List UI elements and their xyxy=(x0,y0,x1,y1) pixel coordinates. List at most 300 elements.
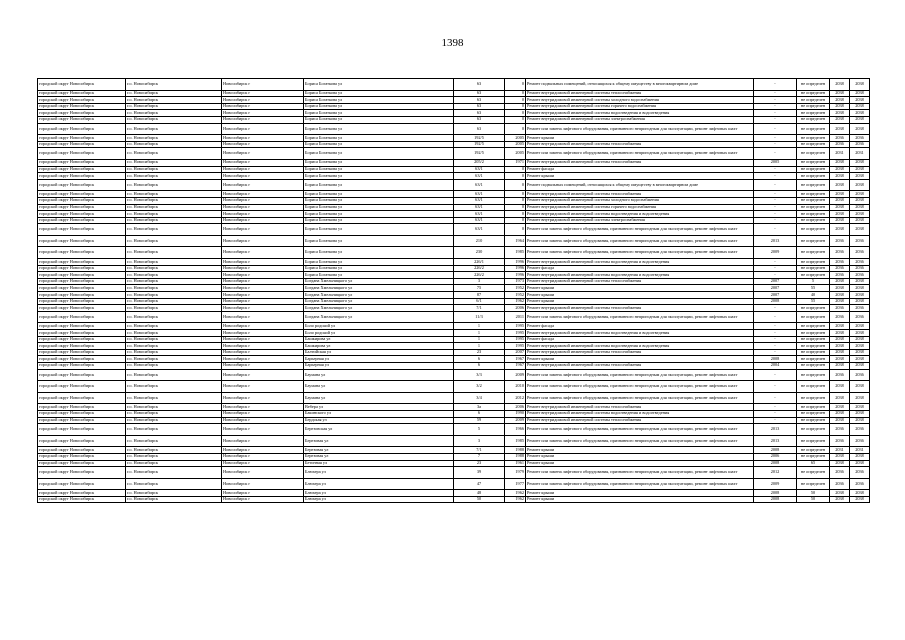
house-number-cell: 192/5 xyxy=(454,141,505,148)
municipality-cell: городской округ Новосибирск xyxy=(38,336,126,343)
house-number-cell: 59 xyxy=(454,417,505,424)
plan-year-end-cell: 2038 xyxy=(850,453,870,460)
table-row xyxy=(38,305,870,312)
district-cell: г.о. Новосибирск xyxy=(126,211,222,218)
plan-year-end-cell: 2031 xyxy=(850,148,870,160)
build-year-cell: 1996 xyxy=(505,259,526,266)
house-number-cell: 3 xyxy=(454,278,505,285)
wear-cell: не определен xyxy=(797,148,830,160)
house-number-cell: 63 xyxy=(454,103,505,110)
plan-year-start-cell: 2036 xyxy=(830,247,850,259)
district-cell: г.о. Новосибирск xyxy=(126,467,222,479)
last-repair-year-cell: 2013 xyxy=(754,235,797,247)
municipality-cell: городской округ Новосибирск xyxy=(38,224,126,236)
house-number-cell: 210 xyxy=(454,235,505,247)
house-number-cell: 226/2 xyxy=(454,265,505,272)
build-year-cell: 1962 xyxy=(505,490,526,497)
street-cell: Барьерная ул xyxy=(304,362,454,369)
repair-registry-table xyxy=(37,78,870,503)
plan-year-start-cell: 2036 xyxy=(830,369,850,381)
house-number-cell: 192/5 xyxy=(454,135,505,142)
municipality-cell: городской округ Новосибирск xyxy=(38,116,126,123)
repair-type-cell: Ремонт или замена лифтового оборудования, признанного непригодным для эксплуатации, ремонт лифтовых шахт xyxy=(526,435,754,447)
district-cell: г.о. Новосибирск xyxy=(126,259,222,266)
municipality-cell: городской округ Новосибирск xyxy=(38,330,126,337)
city-cell: Новосибирск г xyxy=(222,478,304,490)
plan-year-end-cell: 2038 xyxy=(850,336,870,343)
house-number-cell: 63/1 xyxy=(454,179,505,191)
last-repair-year-cell: - xyxy=(754,135,797,142)
city-cell: Новосибирск г xyxy=(222,424,304,436)
plan-year-start-cell: 2038 xyxy=(830,356,850,363)
house-number-cell: 3/4 xyxy=(454,392,505,404)
district-cell: г.о. Новосибирск xyxy=(126,217,222,224)
last-repair-year-cell: - xyxy=(754,336,797,343)
wear-cell: не определен xyxy=(797,424,830,436)
plan-year-end-cell: 2036 xyxy=(850,369,870,381)
build-year-cell: 1995 xyxy=(505,330,526,337)
street-cell: Блюхера ул xyxy=(304,478,454,490)
city-cell: Новосибирск г xyxy=(222,311,304,323)
plan-year-end-cell: 2038 xyxy=(850,292,870,299)
plan-year-end-cell: 2038 xyxy=(850,460,870,467)
wear-cell: не определен xyxy=(797,447,830,454)
last-repair-year-cell: - xyxy=(754,224,797,236)
wear-cell: не определен xyxy=(797,392,830,404)
district-cell: г.о. Новосибирск xyxy=(126,148,222,160)
municipality-cell: городской округ Новосибирск xyxy=(38,265,126,272)
table-row xyxy=(38,292,870,299)
house-number-cell: 11/3 xyxy=(454,311,505,323)
street-cell: Бакинского ул xyxy=(304,410,454,417)
plan-year-end-cell: 2038 xyxy=(850,496,870,503)
last-repair-year-cell: - xyxy=(754,272,797,279)
city-cell: Новосибирск г xyxy=(222,204,304,211)
build-year-cell: 1962 xyxy=(505,298,526,305)
build-year-cell: 2010 xyxy=(505,381,526,393)
municipality-cell: городской округ Новосибирск xyxy=(38,478,126,490)
table-row xyxy=(38,467,870,479)
municipality-cell: городской округ Новосибирск xyxy=(38,292,126,299)
repair-type-cell: Ремонт внутридомовой инженерной системы теплоснабжения xyxy=(526,417,754,424)
wear-cell: не определен xyxy=(797,305,830,312)
repair-type-cell: Ремонт внутридомовой инженерной системы водоотведения и водоотведения xyxy=(526,343,754,350)
plan-year-end-cell: 2036 xyxy=(850,311,870,323)
street-cell: Бориса Богаткова ул xyxy=(304,123,454,135)
last-repair-year-cell: - xyxy=(754,179,797,191)
last-repair-year-cell: 2008 xyxy=(754,356,797,363)
table-row xyxy=(38,123,870,135)
plan-year-end-cell: 2036 xyxy=(850,265,870,272)
table-row xyxy=(38,116,870,123)
table-row xyxy=(38,103,870,110)
repair-type-cell: Ремонт внутридомовой инженерной системы холодного водоснабжения xyxy=(526,97,754,104)
district-cell: г.о. Новосибирск xyxy=(126,392,222,404)
repair-type-cell: Ремонт внутридомовой инженерной системы водоотведения и водоотведения xyxy=(526,410,754,417)
last-repair-year-cell: 2004 xyxy=(754,362,797,369)
table-row xyxy=(38,298,870,305)
build-year-cell: 2005 xyxy=(505,148,526,160)
plan-year-end-cell: 2038 xyxy=(850,103,870,110)
plan-year-start-cell: 2036 xyxy=(830,272,850,279)
last-repair-year-cell: - xyxy=(754,197,797,204)
district-cell: г.о. Новосибирск xyxy=(126,381,222,393)
plan-year-start-cell: 2038 xyxy=(830,343,850,350)
last-repair-year-cell: - xyxy=(754,305,797,312)
municipality-cell: городской округ Новосибирск xyxy=(38,435,126,447)
wear-cell: не определен xyxy=(797,247,830,259)
city-cell: Новосибирск г xyxy=(222,217,304,224)
plan-year-end-cell: 2038 xyxy=(850,404,870,411)
municipality-cell: городской округ Новосибирск xyxy=(38,467,126,479)
house-number-cell: 63/1 xyxy=(454,173,505,180)
street-cell: Богдана Хмельницкого ул xyxy=(304,278,454,285)
city-cell: Новосибирск г xyxy=(222,356,304,363)
house-number-cell: 63 xyxy=(454,97,505,104)
plan-year-start-cell: 2036 xyxy=(830,259,850,266)
last-repair-year-cell: - xyxy=(754,97,797,104)
plan-year-start-cell: 2038 xyxy=(830,217,850,224)
house-number-cell: 6 xyxy=(454,362,505,369)
last-repair-year-cell: 2007 xyxy=(754,278,797,285)
table-row xyxy=(38,362,870,369)
plan-year-start-cell: 2038 xyxy=(830,90,850,97)
city-cell: Новосибирск г xyxy=(222,159,304,166)
municipality-cell: городской округ Новосибирск xyxy=(38,349,126,356)
plan-year-start-cell: 2038 xyxy=(830,298,850,305)
build-year-cell: 2011 xyxy=(505,311,526,323)
build-year-cell: 1985 xyxy=(505,435,526,447)
wear-cell: 50 xyxy=(797,496,830,503)
house-number-cell: 63 xyxy=(454,79,505,91)
street-cell: Березовая ул xyxy=(304,435,454,447)
table-row xyxy=(38,265,870,272)
repair-type-cell: Ремонт внутридомовой инженерной системы теплоснабжения xyxy=(526,159,754,166)
street-cell: Бориса Богаткова ул xyxy=(304,197,454,204)
last-repair-year-cell: 2006 xyxy=(754,453,797,460)
district-cell: г.о. Новосибирск xyxy=(126,235,222,247)
table-row xyxy=(38,336,870,343)
house-number-cell: 7/1 xyxy=(454,447,505,454)
plan-year-start-cell: 2038 xyxy=(830,392,850,404)
municipality-cell: городской округ Новосибирск xyxy=(38,135,126,142)
repair-type-cell: Ремонт внутридомовой инженерной системы теплоснабжения xyxy=(526,404,754,411)
house-number-cell: 6/1 xyxy=(454,298,505,305)
house-number-cell: 3/3 xyxy=(454,369,505,381)
last-repair-year-cell: - xyxy=(754,166,797,173)
house-number-cell: 63 xyxy=(454,116,505,123)
build-year-cell: 0 xyxy=(505,204,526,211)
repair-type-cell: Ремонт подвальных помещений, относящихся к общему имуществу в многоквартирном доме xyxy=(526,79,754,91)
wear-cell: не определен xyxy=(797,417,830,424)
city-cell: Новосибирск г xyxy=(222,197,304,204)
last-repair-year-cell: - xyxy=(754,369,797,381)
street-cell: Бориса Богаткова ул xyxy=(304,116,454,123)
city-cell: Новосибирск г xyxy=(222,278,304,285)
build-year-cell: 1952 xyxy=(505,292,526,299)
table-row xyxy=(38,478,870,490)
plan-year-start-cell: 2038 xyxy=(830,453,850,460)
build-year-cell: 0 xyxy=(505,90,526,97)
table-row xyxy=(38,247,870,259)
wear-cell: не определен xyxy=(797,197,830,204)
street-cell: Бориса Богаткова ул xyxy=(304,173,454,180)
street-cell: Богдана Хмельницкого ул xyxy=(304,285,454,292)
wear-cell: не определен xyxy=(797,467,830,479)
wear-cell: не определен xyxy=(797,265,830,272)
last-repair-year-cell: 2013 xyxy=(754,435,797,447)
wear-cell: не определен xyxy=(797,453,830,460)
build-year-cell: 1966 xyxy=(505,424,526,436)
plan-year-start-cell: 2038 xyxy=(830,79,850,91)
build-year-cell: 0 xyxy=(505,224,526,236)
last-repair-year-cell: - xyxy=(754,173,797,180)
municipality-cell: городской округ Новосибирск xyxy=(38,278,126,285)
build-year-cell: 0 xyxy=(505,123,526,135)
build-year-cell: 1973 xyxy=(505,278,526,285)
build-year-cell: 1988 xyxy=(505,447,526,454)
table-body xyxy=(38,79,870,503)
wear-cell: 65 xyxy=(797,460,830,467)
wear-cell: не определен xyxy=(797,79,830,91)
house-number-cell: 48 xyxy=(454,490,505,497)
district-cell: г.о. Новосибирск xyxy=(126,356,222,363)
plan-year-start-cell: 2038 xyxy=(830,224,850,236)
last-repair-year-cell: - xyxy=(754,90,797,97)
wear-cell: 55 xyxy=(797,285,830,292)
city-cell: Новосибирск г xyxy=(222,135,304,142)
plan-year-start-cell: 2038 xyxy=(830,179,850,191)
repair-type-cell: Ремонт или замена лифтового оборудования, признанного непригодным для эксплуатации, ремонт лифтовых шахт xyxy=(526,123,754,135)
street-cell: Баумана ул xyxy=(304,392,454,404)
house-number-cell: 1 xyxy=(454,323,505,330)
city-cell: Новосибирск г xyxy=(222,224,304,236)
repair-type-cell: Ремонт крыши xyxy=(526,447,754,454)
municipality-cell: городской округ Новосибирск xyxy=(38,447,126,454)
wear-cell: не определен xyxy=(797,311,830,323)
district-cell: г.о. Новосибирск xyxy=(126,292,222,299)
plan-year-end-cell: 2038 xyxy=(850,211,870,218)
city-cell: Новосибирск г xyxy=(222,467,304,479)
last-repair-year-cell: 2005 xyxy=(754,159,797,166)
table-row xyxy=(38,343,870,350)
house-number-cell: 63 xyxy=(454,110,505,117)
city-cell: Новосибирск г xyxy=(222,392,304,404)
plan-year-end-cell: 2036 xyxy=(850,235,870,247)
plan-year-start-cell: 2036 xyxy=(830,141,850,148)
plan-year-start-cell: 2036 xyxy=(830,305,850,312)
district-cell: г.о. Новосибирск xyxy=(126,265,222,272)
district-cell: г.о. Новосибирск xyxy=(126,110,222,117)
wear-cell: не определен xyxy=(797,204,830,211)
district-cell: г.о. Новосибирск xyxy=(126,453,222,460)
district-cell: г.о. Новосибирск xyxy=(126,247,222,259)
last-repair-year-cell: 2007 xyxy=(754,292,797,299)
table-row xyxy=(38,447,870,454)
table-row xyxy=(38,349,870,356)
plan-year-end-cell: 2036 xyxy=(850,247,870,259)
street-cell: Бориса Богаткова ул xyxy=(304,235,454,247)
city-cell: Новосибирск г xyxy=(222,285,304,292)
plan-year-start-cell: 2036 xyxy=(830,478,850,490)
street-cell: Боло родский ул xyxy=(304,323,454,330)
last-repair-year-cell: - xyxy=(754,110,797,117)
district-cell: г.о. Новосибирск xyxy=(126,224,222,236)
municipality-cell: городской округ Новосибирск xyxy=(38,211,126,218)
repair-type-cell: Ремонт крыши xyxy=(526,496,754,503)
city-cell: Новосибирск г xyxy=(222,369,304,381)
house-number-cell: 3а xyxy=(454,404,505,411)
city-cell: Новосибирск г xyxy=(222,211,304,218)
plan-year-start-cell: 2038 xyxy=(830,349,850,356)
house-number-cell: 6 xyxy=(454,410,505,417)
plan-year-start-cell: 2036 xyxy=(830,311,850,323)
plan-year-end-cell: 2038 xyxy=(850,197,870,204)
build-year-cell: 0 xyxy=(505,211,526,218)
municipality-cell: городской округ Новосибирск xyxy=(38,247,126,259)
house-number-cell: 23 xyxy=(454,349,505,356)
table-row xyxy=(38,417,870,424)
last-repair-year-cell: - xyxy=(754,211,797,218)
district-cell: г.о. Новосибирск xyxy=(126,298,222,305)
wear-cell: не определен xyxy=(797,166,830,173)
build-year-cell: 0 xyxy=(505,103,526,110)
table-row xyxy=(38,453,870,460)
wear-cell: не определен xyxy=(797,141,830,148)
wear-cell: не определен xyxy=(797,323,830,330)
municipality-cell: городской округ Новосибирск xyxy=(38,404,126,411)
city-cell: Новосибирск г xyxy=(222,265,304,272)
municipality-cell: городской округ Новосибирск xyxy=(38,97,126,104)
plan-year-start-cell: 2038 xyxy=(830,381,850,393)
wear-cell: не определен xyxy=(797,349,830,356)
build-year-cell: 1961 xyxy=(505,460,526,467)
municipality-cell: городской округ Новосибирск xyxy=(38,298,126,305)
repair-type-cell: Ремонт крыши xyxy=(526,298,754,305)
table-row xyxy=(38,285,870,292)
repair-type-cell: Ремонт внутридомовой инженерной системы теплоснабжения xyxy=(526,191,754,198)
street-cell: Бердская ул xyxy=(304,417,454,424)
street-cell: Бориса Богаткова ул xyxy=(304,204,454,211)
wear-cell: не определен xyxy=(797,404,830,411)
wear-cell: не определен xyxy=(797,173,830,180)
wear-cell: не определен xyxy=(797,135,830,142)
table-row xyxy=(38,79,870,91)
street-cell: Башкирова ул xyxy=(304,343,454,350)
wear-cell: не определен xyxy=(797,478,830,490)
city-cell: Новосибирск г xyxy=(222,272,304,279)
municipality-cell: городской округ Новосибирск xyxy=(38,381,126,393)
street-cell: Вебера ул xyxy=(304,404,454,411)
table-row xyxy=(38,110,870,117)
street-cell: Бетонная ул xyxy=(304,460,454,467)
table-row xyxy=(38,148,870,160)
city-cell: Новосибирск г xyxy=(222,97,304,104)
table-row xyxy=(38,135,870,142)
street-cell: Блюхера ул xyxy=(304,490,454,497)
wear-cell: не определен xyxy=(797,235,830,247)
repair-type-cell: Ремонт внутридомовой инженерной системы горячего водоснабжения xyxy=(526,204,754,211)
plan-year-end-cell: 2036 xyxy=(850,467,870,479)
municipality-cell: городской округ Новосибирск xyxy=(38,103,126,110)
repair-type-cell: Ремонт крыши xyxy=(526,173,754,180)
city-cell: Новосибирск г xyxy=(222,292,304,299)
repair-type-cell: Ремонт или замена лифтового оборудования, признанного непригодным для эксплуатации, ремонт лифтовых шахт xyxy=(526,381,754,393)
wear-cell: не определен xyxy=(797,272,830,279)
table-row xyxy=(38,141,870,148)
house-number-cell: 87 xyxy=(454,292,505,299)
build-year-cell: 1967 xyxy=(505,362,526,369)
table-row xyxy=(38,460,870,467)
build-year-cell: 2009 xyxy=(505,369,526,381)
repair-type-cell: Ремонт внутридомовой инженерной системы водоотведения и водоотведения xyxy=(526,259,754,266)
house-number-cell: 1 xyxy=(454,343,505,350)
repair-type-cell: Ремонт или замена лифтового оборудования, признанного непригодным для эксплуатации, ремонт лифтовых шахт xyxy=(526,467,754,479)
plan-year-end-cell: 2038 xyxy=(850,278,870,285)
street-cell: Бориса Богаткова ул xyxy=(304,135,454,142)
last-repair-year-cell: - xyxy=(754,323,797,330)
wear-cell: не определен xyxy=(797,211,830,218)
district-cell: г.о. Новосибирск xyxy=(126,278,222,285)
wear-cell: не определен xyxy=(797,356,830,363)
plan-year-end-cell: 2038 xyxy=(850,343,870,350)
table-row xyxy=(38,217,870,224)
repair-type-cell: Ремонт внутридомовой инженерной системы водоотведения и водоотведения xyxy=(526,330,754,337)
last-repair-year-cell: 2008 xyxy=(754,490,797,497)
plan-year-end-cell: 2038 xyxy=(850,191,870,198)
city-cell: Новосибирск г xyxy=(222,381,304,393)
plan-year-end-cell: 2038 xyxy=(850,285,870,292)
plan-year-start-cell: 2038 xyxy=(830,490,850,497)
plan-year-start-cell: 2038 xyxy=(830,323,850,330)
repair-type-cell: Ремонт фасада xyxy=(526,265,754,272)
wear-cell: не определен xyxy=(797,90,830,97)
house-number-cell: 192/5 xyxy=(454,148,505,160)
last-repair-year-cell: - xyxy=(754,191,797,198)
street-cell: Бориса Богаткова ул xyxy=(304,272,454,279)
district-cell: г.о. Новосибирск xyxy=(126,79,222,91)
municipality-cell: городской округ Новосибирск xyxy=(38,79,126,91)
repair-type-cell: Ремонт или замена лифтового оборудования, признанного непригодным для эксплуатации, ремонт лифтовых шахт xyxy=(526,247,754,259)
plan-year-end-cell: 2038 xyxy=(850,356,870,363)
city-cell: Новосибирск г xyxy=(222,116,304,123)
house-number-cell: 1 xyxy=(454,330,505,337)
municipality-cell: городской округ Новосибирск xyxy=(38,141,126,148)
district-cell: г.о. Новосибирск xyxy=(126,272,222,279)
district-cell: г.о. Новосибирск xyxy=(126,285,222,292)
repair-type-cell: Ремонт или замена лифтового оборудования, признанного непригодным для эксплуатации, ремонт лифтовых шахт xyxy=(526,392,754,404)
house-number-cell: 47 xyxy=(454,478,505,490)
plan-year-start-cell: 2038 xyxy=(830,417,850,424)
table-row xyxy=(38,166,870,173)
house-number-cell: 63/1 xyxy=(454,197,505,204)
municipality-cell: городской округ Новосибирск xyxy=(38,191,126,198)
build-year-cell: 1979 xyxy=(505,467,526,479)
table-row xyxy=(38,197,870,204)
municipality-cell: городской округ Новосибирск xyxy=(38,392,126,404)
repair-type-cell: Ремонт крыши xyxy=(526,135,754,142)
street-cell: Богдана Хмельницкого ул xyxy=(304,305,454,312)
wear-cell: не определен xyxy=(797,103,830,110)
plan-year-end-cell: 2038 xyxy=(850,349,870,356)
city-cell: Новосибирск г xyxy=(222,148,304,160)
city-cell: Новосибирск г xyxy=(222,490,304,497)
city-cell: Новосибирск г xyxy=(222,247,304,259)
municipality-cell: городской округ Новосибирск xyxy=(38,123,126,135)
city-cell: Новосибирск г xyxy=(222,435,304,447)
city-cell: Новосибирск г xyxy=(222,110,304,117)
house-number-cell: 226/1 xyxy=(454,259,505,266)
